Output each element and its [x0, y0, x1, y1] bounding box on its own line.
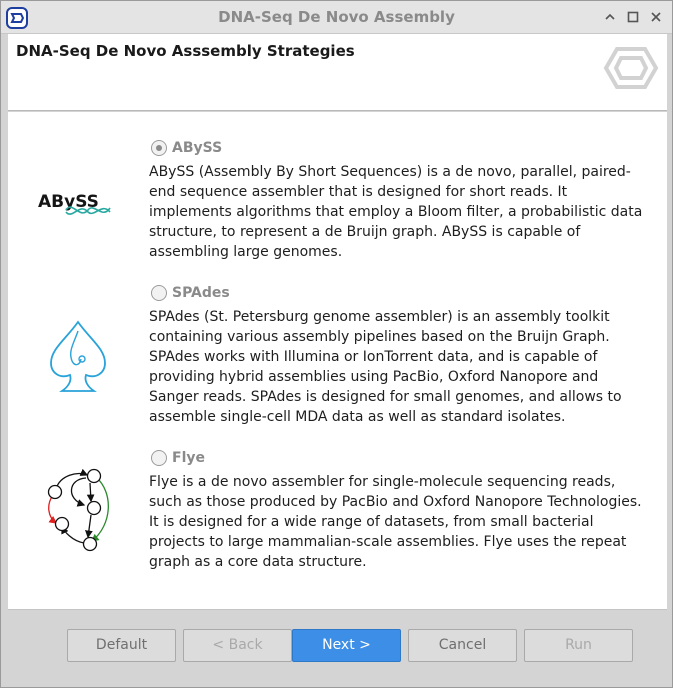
window-title: DNA-Seq De Novo Assembly [218, 8, 455, 26]
spades-radio-label[interactable]: SPAdes [172, 285, 230, 301]
default-button[interactable]: Default [67, 629, 176, 662]
next-button[interactable]: Next > [292, 629, 401, 662]
abyss-description: ABySS (Assembly By Short Sequences) is a de novo, parallel, paired-end sequence assembler that is designed for short reads. It implements algorithms that employ a Bloom filter, a probabilistic data structure, to represent a de Bruijn graph. ABySS is capable of assembling large genomes. [149, 164, 643, 260]
strategy-list [8, 112, 667, 610]
ugene-logo-icon [603, 45, 659, 91]
maximize-icon[interactable] [626, 10, 640, 24]
abyss-radio-label[interactable]: ABySS [172, 140, 223, 156]
spades-description: SPAdes (St. Petersburg genome assembler) is an assembly toolkit containing various assembly pipelines based on the Bruijn Graph. SPAdes works with Illumina or IonTorrent data, and is capable of providing hybrid assemblies using PacBio, Oxford Nanopore and Sanger reads. SPAdes is designed for small genomes, and allows to assemble single-cell MDA data as well as standard isolates. [149, 309, 622, 425]
spades-logo-icon [48, 319, 108, 399]
back-button[interactable]: < Back [183, 629, 292, 662]
abyss-radio-button[interactable] [151, 140, 167, 156]
title-bar[interactable] [1, 1, 672, 34]
abyss-radio[interactable] [151, 138, 222, 158]
minimize-icon[interactable] [603, 10, 617, 24]
flye-radio-label[interactable]: Flye [172, 450, 205, 466]
flye-radio-button[interactable] [151, 450, 167, 466]
flye-graph-icon [38, 465, 118, 559]
flye-radio[interactable] [151, 448, 205, 468]
spades-radio-button[interactable] [151, 285, 167, 301]
page-title: DNA-Seq De Novo Asssembly Strategies [16, 42, 355, 60]
spades-radio[interactable] [151, 283, 230, 303]
flye-description: Flye is a de novo assembler for single-molecule sequencing reads, such as those produced by PacBio and Oxford Nanopore Technologies. It is designed for a wide range of datasets, from small bacterial projects to large mammalian-scale assemblies. Flye uses the repeat graph as a core data structure. [149, 474, 642, 570]
abyss-logo-icon [36, 186, 118, 224]
run-button[interactable]: Run [524, 629, 633, 662]
close-icon[interactable] [649, 10, 663, 24]
cancel-button[interactable]: Cancel [408, 629, 517, 662]
abyss-logo-text: ABySS [38, 192, 99, 212]
wizard-header [8, 34, 667, 111]
